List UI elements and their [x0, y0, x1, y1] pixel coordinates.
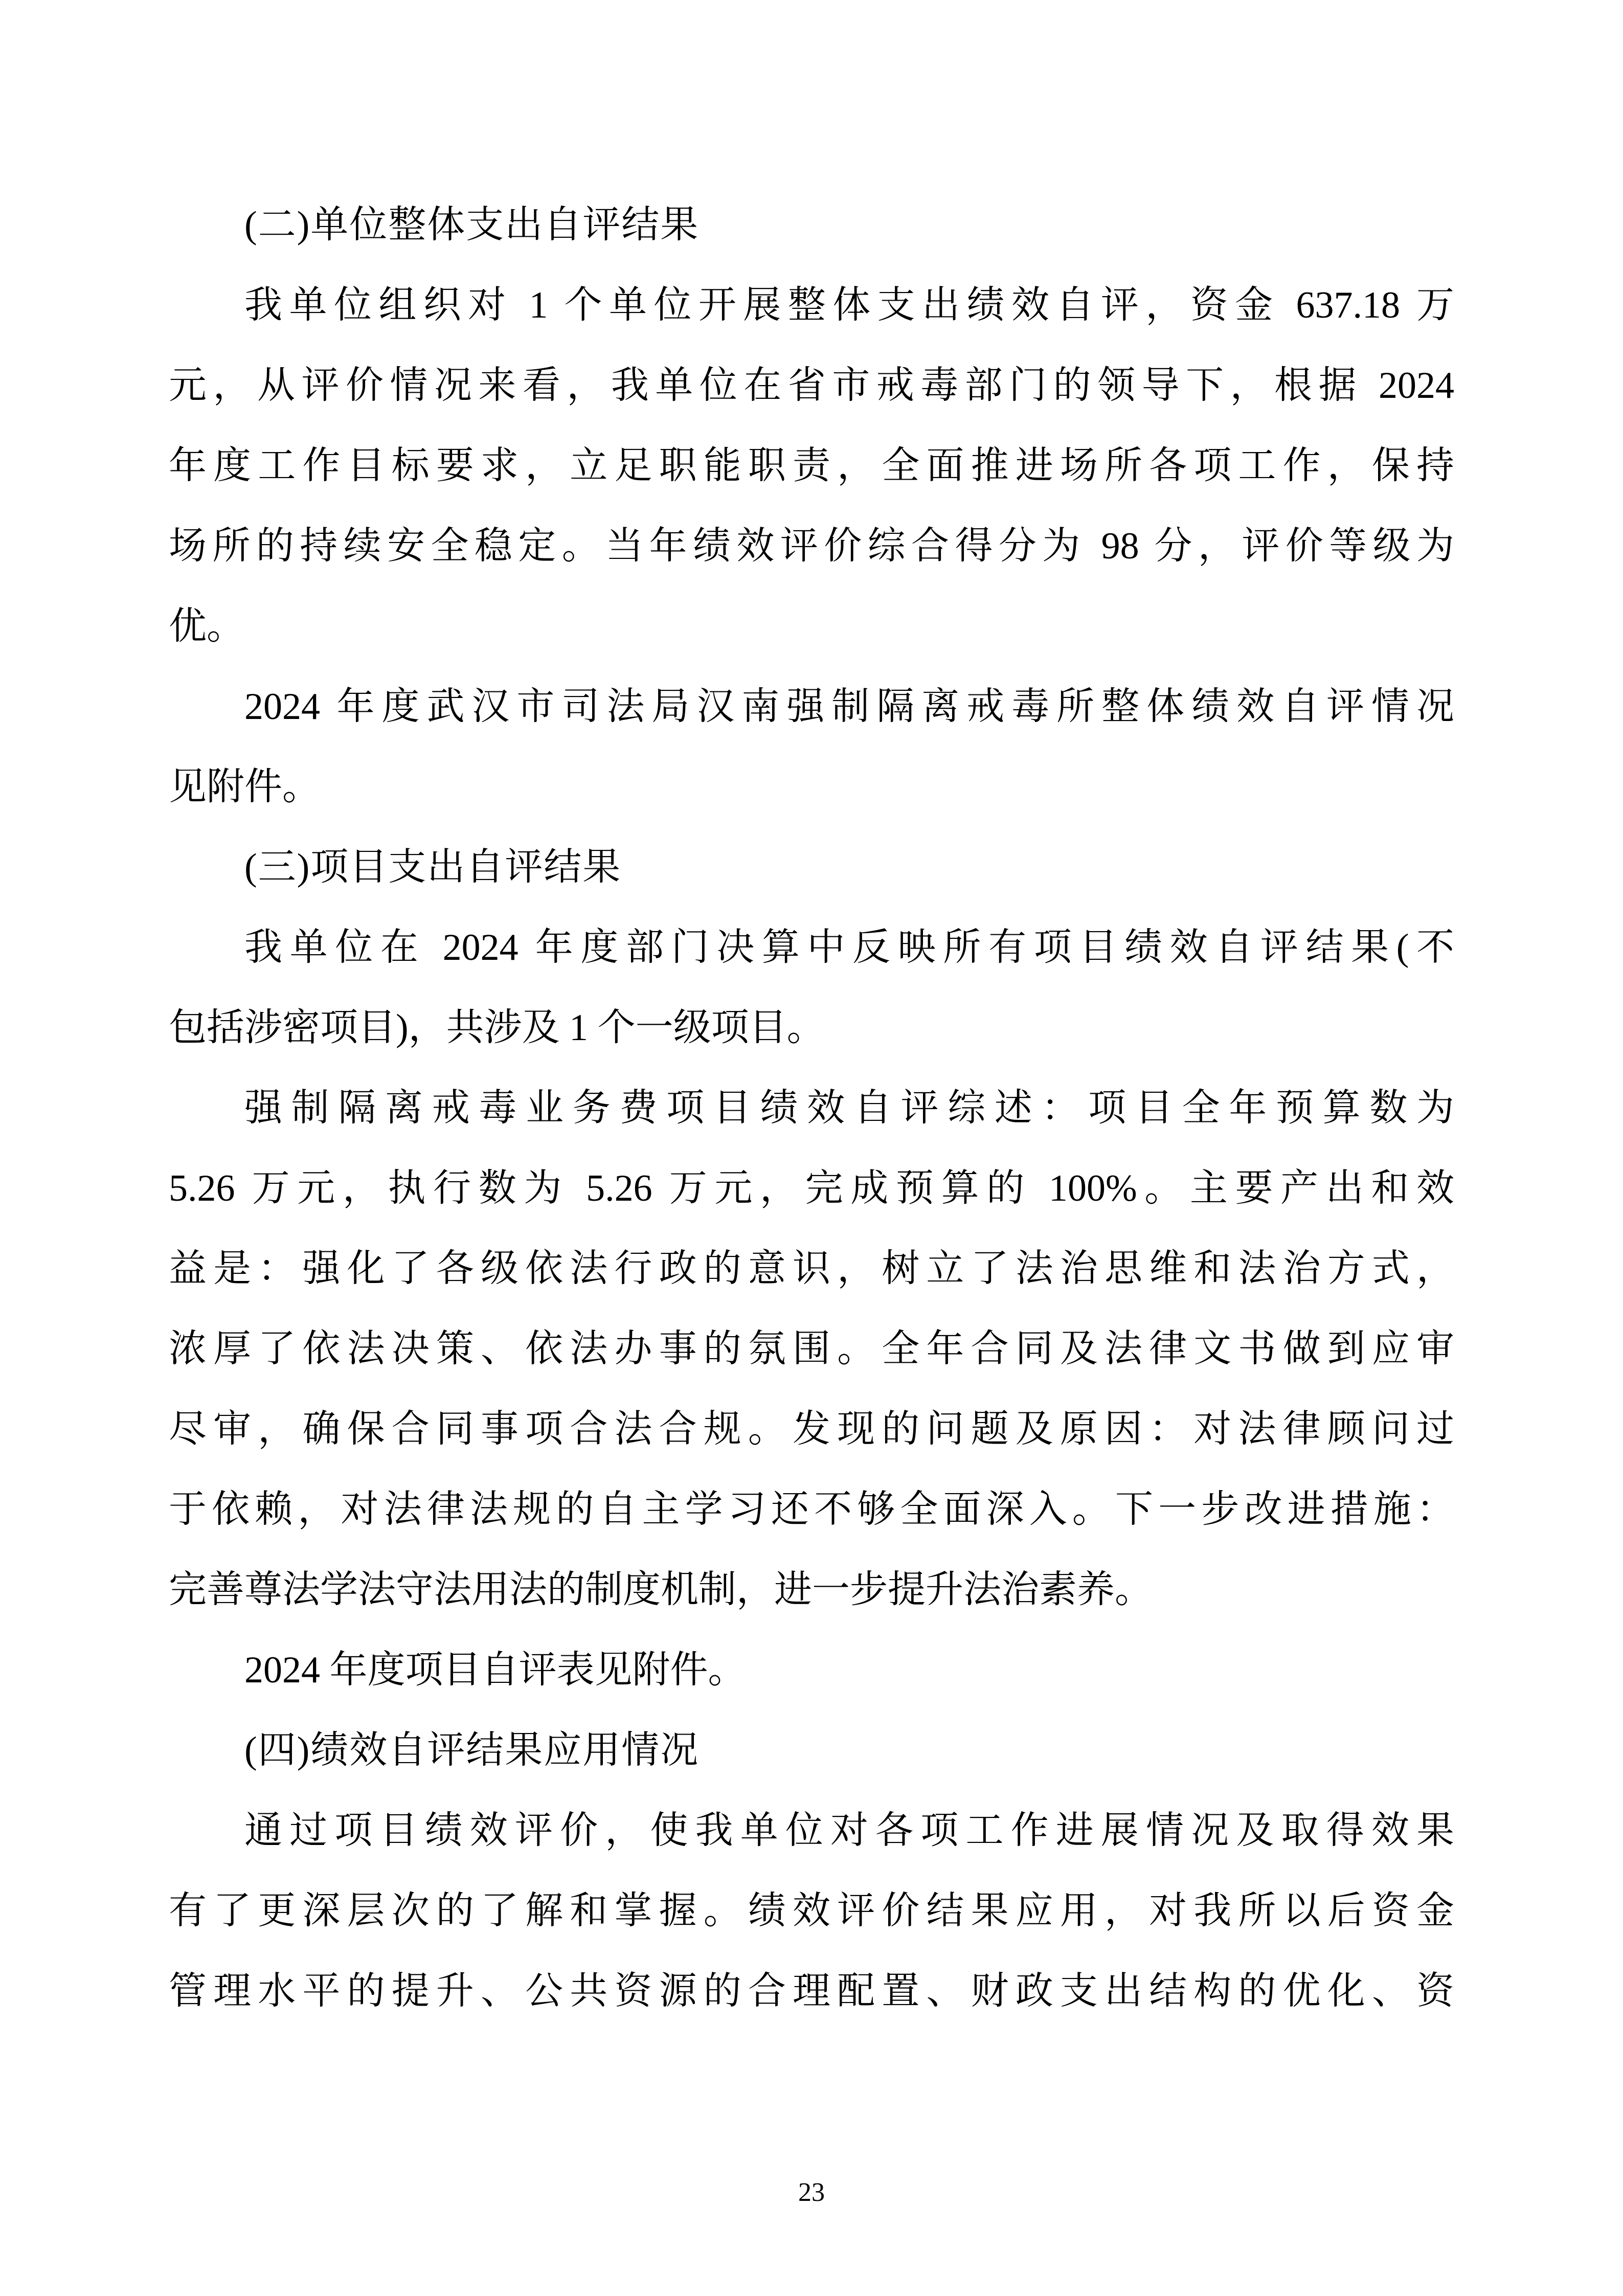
- section-heading-3: [169, 827, 1454, 908]
- text-line: 管理水平的提升、公共资源的合理配置、财政支出结构的优化、资: [169, 1970, 1454, 2012]
- text-line: 有了更深层次的了解和掌握。绩效评价结果应用，对我所以后资金: [169, 1890, 1454, 1932]
- text-line: 我单位组织对 1 个单位开展整体支出绩效自评，资金 637.18 万: [244, 284, 1454, 326]
- text-line: 年度工作目标要求，立足职能职责，全面推进场所各项工作，保持: [169, 445, 1454, 487]
- text-line: 5.26 万元，执行数为 5.26 万元，完成预算的 100%。主要产出和效: [169, 1167, 1454, 1209]
- paragraph-result-application: [169, 1791, 1454, 2032]
- text-line: 2024 年度武汉市司法局汉南强制隔离戒毒所整体绩效自评情况: [244, 686, 1454, 728]
- paragraph-overall-expenditure: [169, 265, 1454, 667]
- text-line: 优。: [169, 605, 244, 647]
- text-line: 于依赖，对法律法规的自主学习还不够全面深入。下一步改进措施：: [169, 1489, 1454, 1530]
- text-line: 见附件。: [169, 766, 320, 808]
- text-line: 强制隔离戒毒业务费项目绩效自评综述：项目全年预算数为: [244, 1087, 1454, 1129]
- text-line: 我单位在 2024 年度部门决算中反映所有项目绩效自评结果(不: [244, 927, 1454, 969]
- paragraph-attachment-note-project: [169, 1630, 1454, 1710]
- paragraph-project-scope: [169, 908, 1454, 1068]
- text-line: 通过项目绩效评价，使我单位对各项工作进展情况及取得效果: [244, 1810, 1454, 1852]
- text-line: 尽审，确保合同事项合法合规。发现的问题及原因：对法律顾问过: [169, 1408, 1454, 1450]
- text-line: 益是：强化了各级依法行政的意识，树立了法治思维和法治方式，: [169, 1248, 1454, 1290]
- text-line: 元，从评价情况来看，我单位在省市戒毒部门的领导下，根据 2024: [169, 365, 1454, 407]
- text-line: 浓厚了依法决策、依法办事的氛围。全年合同及法律文书做到应审: [169, 1328, 1454, 1370]
- document-body: [169, 185, 1454, 2032]
- text-line: 完善尊法学法守法用法的制度机制，进一步提升法治素养。: [169, 1569, 1153, 1611]
- heading-line: (二)单位整体支出自评结果: [244, 204, 700, 246]
- section-heading-4: [169, 1710, 1454, 1791]
- heading-line: (四)绩效自评结果应用情况: [244, 1729, 700, 1771]
- paragraph-attachment-note-overall: [169, 667, 1454, 827]
- section-heading-2: [169, 185, 1454, 265]
- text-line: 场所的持续安全稳定。当年绩效评价综合得分为 98 分，评价等级为: [169, 525, 1454, 567]
- paragraph-project-summary: [169, 1068, 1454, 1630]
- page-number: 23: [798, 2178, 825, 2207]
- heading-line: (三)项目支出自评结果: [244, 846, 622, 888]
- text-line: 包括涉密项目)，共涉及 1 个一级项目。: [169, 1007, 825, 1049]
- text-line: 2024 年度项目自评表见附件。: [244, 1649, 746, 1691]
